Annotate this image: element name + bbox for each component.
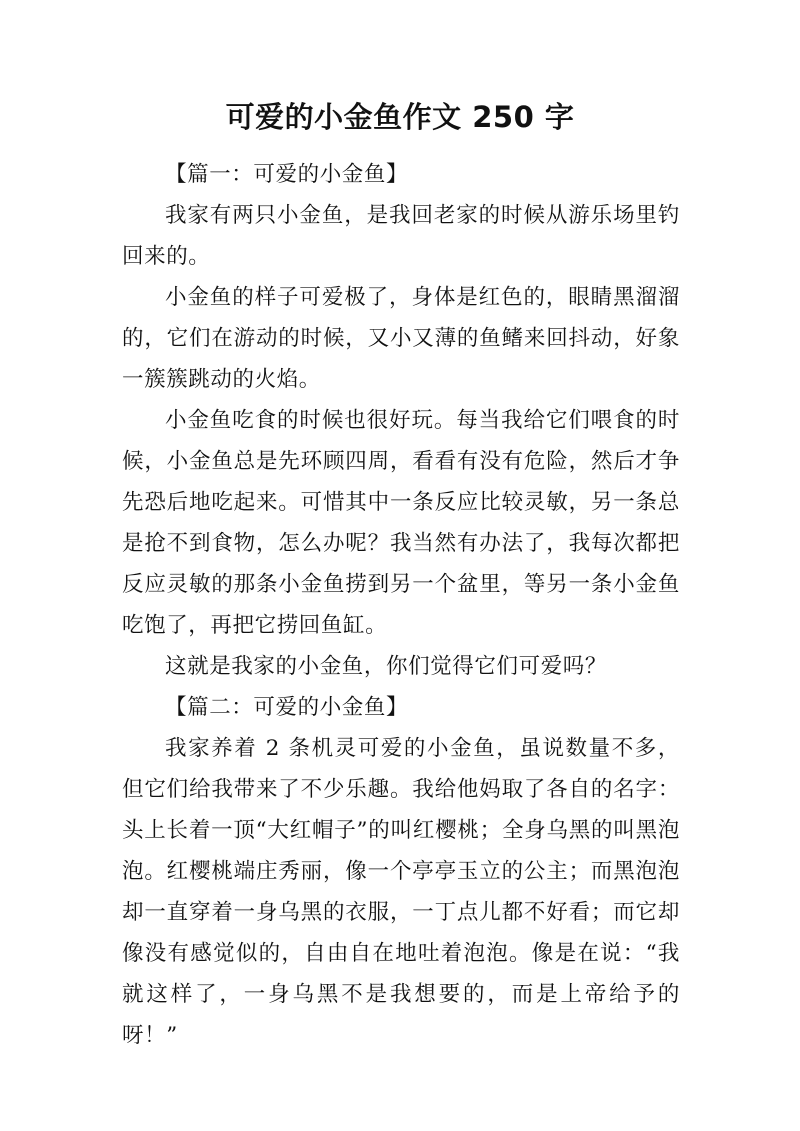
section-heading-2: 【篇二：可爱的小金鱼】: [165, 695, 409, 720]
document-title: 可爱的小金鱼作文 250 字: [225, 100, 575, 134]
paragraph: 我家养着 2 条机灵可爱的小金鱼，虽说数量不多，但它们给我带来了不少乐趣。我给他妈取了各自的名字：头上长着一顶“大红帽子”的叫红樱桃；全身乌黑的叫黑泡泡。红樱桃端庄秀丽，像一个亭亭玉立的公主；而黑泡泡却一直穿着一身乌黑的衣服，一丁点儿都不好看；而它却像没有感觉似的，自由自在地吐着泡泡。像是在说：“我就这样了，一身乌黑不是我想要的，而是上帝给予的呀！”: [122, 736, 680, 1048]
paragraph: 小金鱼吃食的时候也很好玩。每当我给它们喂食的时候，小金鱼总是先环顾四周，看看有没有危险，然后才争先恐后地吃起来。可惜其中一条反应比较灵敏，另一条总是抢不到食物，怎么办呢？我当然有办法了，我每次都把反应灵敏的那条小金鱼捞到另一个盆里，等另一条小金鱼吃饱了，再把它捞回鱼缸。: [122, 408, 680, 638]
paragraph: 我家有两只小金鱼，是我回老家的时候从游乐场里钓回来的。: [122, 203, 680, 269]
section-heading-1: 【篇一：可爱的小金鱼】: [165, 162, 409, 187]
document-body: [122, 154, 680, 1056]
paragraph: 小金鱼的样子可爱极了，身体是红色的，眼睛黑溜溜的，它们在游动的时候，又小又薄的鱼鳍来回抖动，好象一簇簇跳动的火焰。: [122, 285, 680, 392]
paragraph: 这就是我家的小金鱼，你们觉得它们可爱吗？: [165, 654, 608, 679]
